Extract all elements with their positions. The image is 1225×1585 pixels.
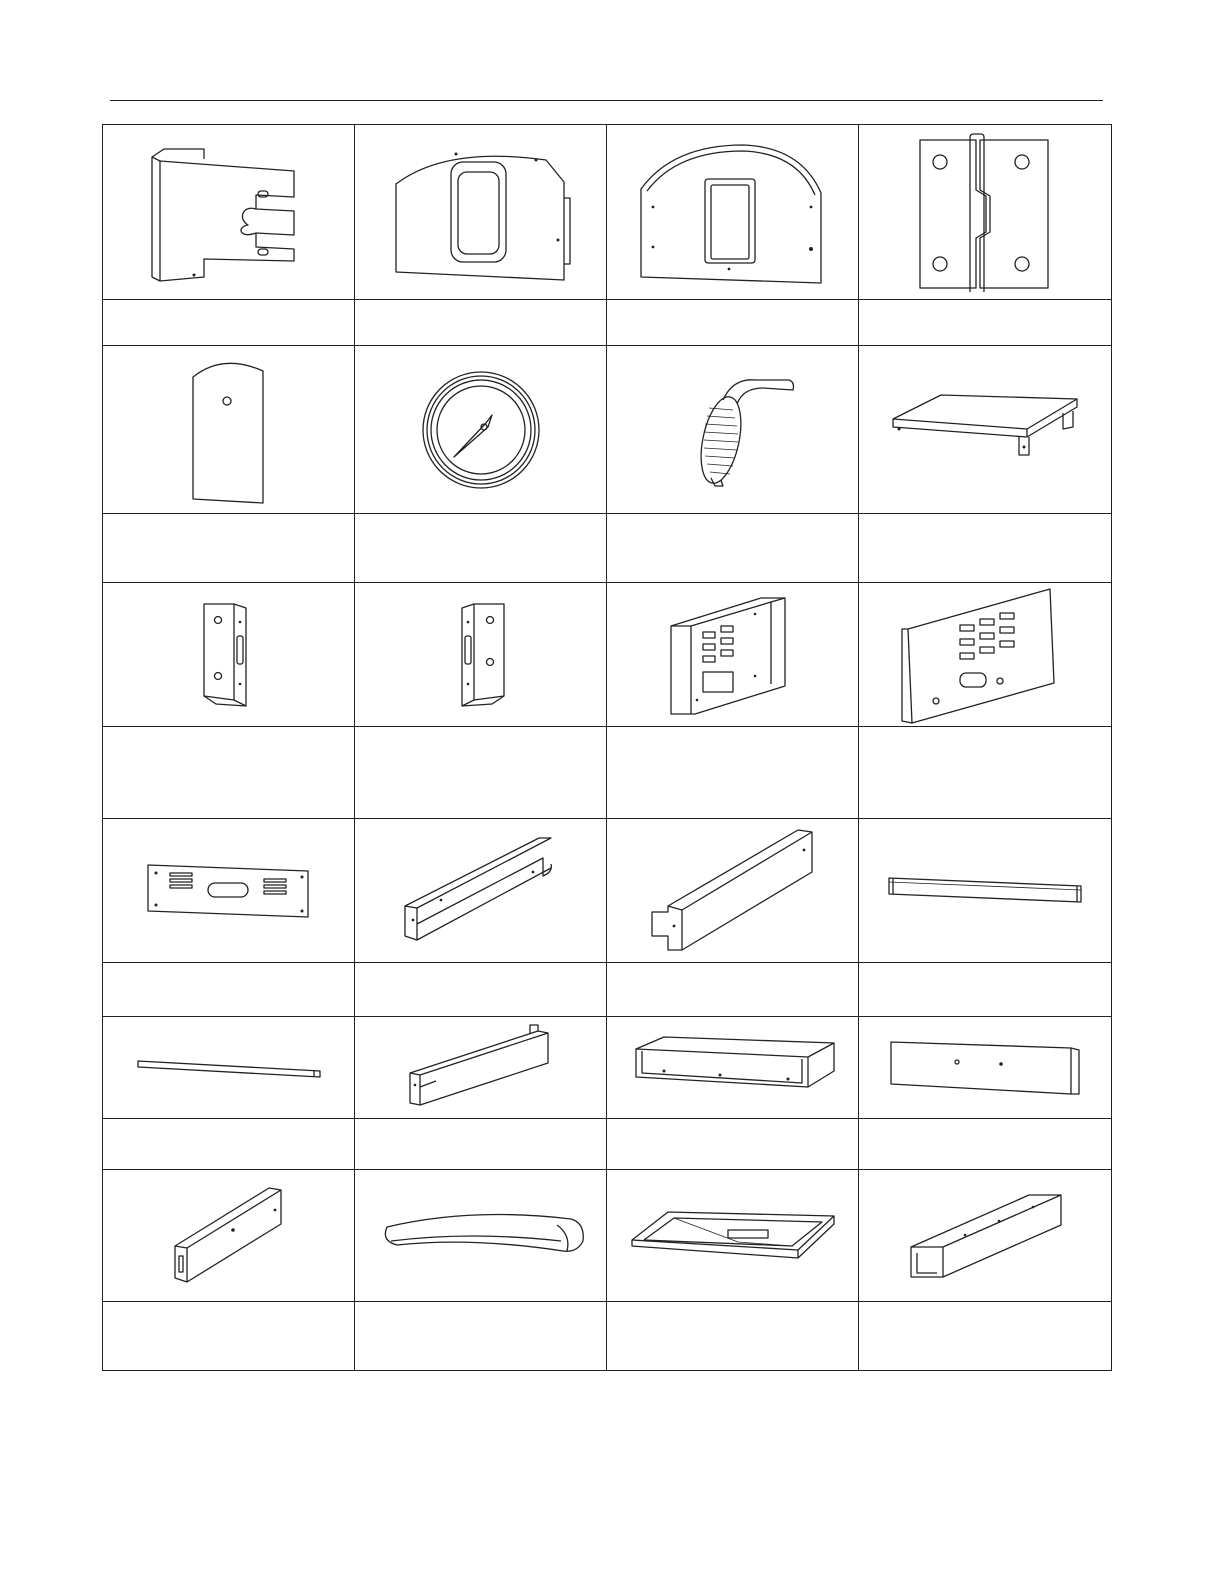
part-cell xyxy=(103,346,355,514)
part-cell xyxy=(103,819,355,963)
part-label xyxy=(355,514,607,583)
parts-image-row xyxy=(103,346,1112,514)
part-cell xyxy=(859,1017,1112,1119)
parts-label-row xyxy=(103,1119,1112,1170)
part-label xyxy=(607,300,859,346)
part-label xyxy=(355,1119,607,1170)
part-label xyxy=(859,300,1112,346)
flat-back-plate-icon xyxy=(885,1038,1085,1098)
part-label xyxy=(103,1119,355,1170)
curved-handle-icon xyxy=(371,1201,591,1271)
part-label xyxy=(859,727,1112,819)
part-label xyxy=(859,1119,1112,1170)
parts-image-row xyxy=(103,819,1112,963)
part-cell xyxy=(103,1017,355,1119)
u-channel-icon xyxy=(905,1191,1065,1281)
part-cell xyxy=(859,1170,1112,1302)
part-cell xyxy=(607,125,859,300)
part-cell xyxy=(103,1170,355,1302)
part-cell xyxy=(859,819,1112,963)
channel-rail-icon xyxy=(401,836,561,946)
u-bracket-with-slot-icon xyxy=(144,137,314,287)
part-cell xyxy=(355,125,607,300)
part-label xyxy=(607,963,859,1017)
part-cell xyxy=(607,583,859,727)
part-label xyxy=(355,300,607,346)
vented-side-panel-icon xyxy=(900,585,1070,725)
part-cell xyxy=(607,1170,859,1302)
parts-image-row xyxy=(103,125,1112,300)
vented-back-plate-icon xyxy=(144,861,314,921)
part-cell xyxy=(607,819,859,963)
part-label xyxy=(859,1302,1112,1371)
part-cell xyxy=(859,346,1112,514)
part-cell xyxy=(103,583,355,727)
part-label xyxy=(607,514,859,583)
parts-image-row xyxy=(103,1170,1112,1302)
shallow-tray-icon xyxy=(628,1033,838,1103)
square-tube-bar-icon xyxy=(885,874,1085,908)
part-label xyxy=(103,514,355,583)
frame-tray-icon xyxy=(628,1206,838,1266)
parts-table xyxy=(102,124,1112,1371)
part-cell xyxy=(607,1017,859,1119)
part-label xyxy=(859,963,1112,1017)
part-cell xyxy=(859,583,1112,727)
handle-grip-icon xyxy=(663,370,803,490)
vented-side-frame-icon xyxy=(663,592,803,717)
arched-front-panel-icon xyxy=(633,137,833,287)
part-label xyxy=(355,963,607,1017)
parts-label-row xyxy=(103,963,1112,1017)
part-label xyxy=(607,1119,859,1170)
part-cell xyxy=(355,1017,607,1119)
part-cell xyxy=(355,819,607,963)
part-cell xyxy=(355,346,607,514)
part-cell xyxy=(103,125,355,300)
thermometer-gauge-icon xyxy=(416,365,546,495)
right-angle-bracket-icon xyxy=(446,600,516,710)
long-channel-icon xyxy=(648,826,818,956)
part-label xyxy=(103,300,355,346)
part-cell xyxy=(355,1170,607,1302)
header-rule xyxy=(110,100,1103,101)
parts-image-row xyxy=(103,583,1112,727)
part-label xyxy=(103,963,355,1017)
part-label xyxy=(355,1302,607,1371)
parts-label-row xyxy=(103,514,1112,583)
left-angle-bracket-icon xyxy=(194,600,264,710)
part-label xyxy=(607,727,859,819)
shelf-tray-icon xyxy=(885,385,1085,475)
part-cell xyxy=(859,125,1112,300)
rounded-plate-icon xyxy=(179,355,279,505)
part-cell xyxy=(355,583,607,727)
parts-label-row xyxy=(103,727,1112,819)
slotted-rail-icon xyxy=(169,1186,289,1286)
side-rail-icon xyxy=(406,1023,556,1113)
part-label xyxy=(355,727,607,819)
parts-label-row xyxy=(103,1302,1112,1371)
part-label xyxy=(103,727,355,819)
thin-rod-icon xyxy=(134,1055,324,1081)
parts-label-row xyxy=(103,300,1112,346)
part-label xyxy=(859,514,1112,583)
hinge-icon xyxy=(910,132,1060,292)
part-cell xyxy=(607,346,859,514)
arched-door-panel-icon xyxy=(386,142,576,282)
part-label xyxy=(607,1302,859,1371)
part-label xyxy=(103,1302,355,1371)
parts-image-row xyxy=(103,1017,1112,1119)
